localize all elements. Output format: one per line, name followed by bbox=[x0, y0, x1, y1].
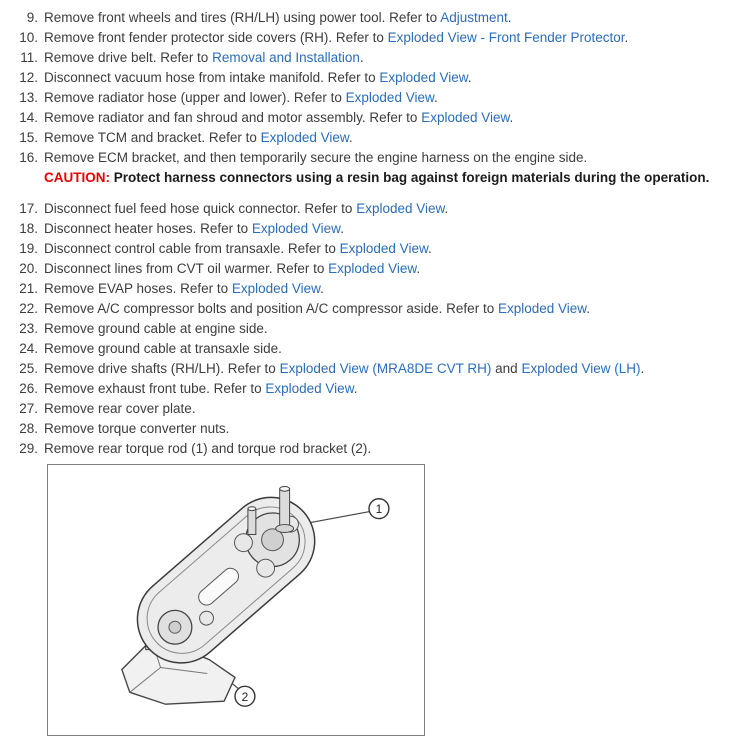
step-row bbox=[12, 148, 723, 168]
step-text-segment: . bbox=[340, 221, 344, 236]
step-number: 21. bbox=[19, 281, 38, 296]
step-text bbox=[44, 108, 513, 128]
inline-link[interactable]: Exploded View bbox=[328, 261, 417, 276]
step-row bbox=[12, 399, 723, 419]
step-text-segment: Remove front fender protector side covers (RH). Refer to bbox=[44, 30, 388, 45]
step-text-segment: Disconnect lines from CVT oil warmer. Refer to bbox=[44, 261, 329, 276]
step-text bbox=[44, 259, 420, 279]
inline-link[interactable]: Exploded View - Front Fender Protector bbox=[387, 30, 625, 45]
step-text-segment: . bbox=[640, 361, 645, 376]
torque-rod-diagram bbox=[48, 465, 424, 735]
step-text bbox=[44, 439, 371, 459]
step-row bbox=[12, 259, 723, 279]
step-text-segment: Remove drive shafts (RH/LH). Refer to bbox=[44, 361, 280, 376]
step-text-segment: Remove rear cover plate. bbox=[44, 401, 196, 416]
step-row bbox=[12, 28, 723, 48]
inline-link[interactable]: Exploded View bbox=[356, 201, 445, 216]
step-text-segment: and bbox=[491, 361, 522, 376]
step-text-segment: . bbox=[624, 30, 629, 45]
step-text-segment: Disconnect fuel feed hose quick connector. Refer to bbox=[44, 201, 357, 216]
step-text bbox=[44, 319, 268, 339]
step-text bbox=[44, 299, 590, 319]
inline-link[interactable]: Exploded View bbox=[497, 301, 587, 316]
step-text-segment: . bbox=[433, 90, 438, 105]
step-row bbox=[12, 199, 723, 219]
step-text-segment: . bbox=[427, 241, 432, 256]
step-row bbox=[12, 379, 723, 399]
step-number: 24. bbox=[19, 341, 38, 356]
step-number: 28. bbox=[19, 421, 38, 436]
inline-link[interactable]: Exploded View bbox=[379, 70, 468, 85]
step-row bbox=[12, 299, 723, 319]
step-number: 17. bbox=[19, 201, 38, 216]
step-number: 27. bbox=[19, 401, 38, 416]
step-number: 13. bbox=[19, 90, 38, 105]
step-text bbox=[44, 219, 344, 239]
step-text-segment: Disconnect vacuum hose from intake manifold. Refer to bbox=[44, 70, 380, 85]
step-row bbox=[12, 88, 723, 108]
inline-link[interactable]: Exploded View bbox=[339, 241, 428, 256]
step-number: 20. bbox=[19, 261, 38, 276]
step-text bbox=[44, 199, 448, 219]
step-text-segment: . bbox=[353, 381, 358, 396]
step-number: 18. bbox=[19, 221, 38, 236]
callout-1-number: 1 bbox=[375, 502, 383, 517]
step-row bbox=[12, 279, 723, 299]
torque-rod-body bbox=[120, 479, 333, 680]
step-text bbox=[44, 128, 353, 148]
step-row bbox=[12, 219, 723, 239]
step-text bbox=[44, 339, 282, 359]
inline-link[interactable]: Exploded View bbox=[231, 281, 321, 296]
inline-link[interactable]: Exploded View bbox=[265, 381, 354, 396]
step-text bbox=[44, 399, 196, 419]
step-number: 15. bbox=[19, 130, 38, 145]
step-text-segment: Disconnect control cable from transaxle. Refer to bbox=[44, 241, 340, 256]
step-text-segment: Remove drive belt. Refer to bbox=[44, 50, 213, 65]
step-text-segment: Remove ground cable at transaxle side. bbox=[44, 341, 282, 356]
step-text-segment: Remove ground cable at engine side. bbox=[44, 321, 268, 336]
inline-link[interactable]: Exploded View (MRA8DE CVT RH) bbox=[279, 361, 492, 376]
inline-link[interactable]: Exploded View bbox=[345, 90, 434, 105]
step-number: 16. bbox=[19, 150, 38, 165]
step-text-segment: Remove rear torque rod (1) and torque rod bracket (2). bbox=[44, 441, 372, 456]
step-row bbox=[12, 68, 723, 88]
step-number: 9. bbox=[26, 10, 38, 25]
step-row bbox=[12, 339, 723, 359]
step-text bbox=[44, 28, 628, 48]
step-text-segment: Remove ECM bracket, and then temporarily secure the engine harness on the engine side. bbox=[44, 150, 588, 165]
inline-link[interactable]: Adjustment bbox=[440, 10, 508, 25]
procedure-steps bbox=[12, 8, 723, 459]
step-text-segment: Remove EVAP hoses. Refer to bbox=[44, 281, 232, 296]
step-text bbox=[44, 88, 438, 108]
step-number: 12. bbox=[19, 70, 38, 85]
step-text bbox=[44, 148, 587, 168]
step-text-segment: Remove exhaust front tube. Refer to bbox=[44, 381, 266, 396]
step-row bbox=[12, 8, 723, 28]
step-number: 10. bbox=[19, 30, 38, 45]
step-text-segment: Remove front wheels and tires (RH/LH) using power tool. Refer to bbox=[44, 10, 441, 25]
caution-text: Protect harness connectors using a resin bag against foreign materials during the operation. bbox=[110, 170, 710, 185]
step-row bbox=[12, 359, 723, 379]
callout-1 bbox=[369, 499, 389, 519]
step-number: 25. bbox=[19, 361, 38, 376]
callout-2 bbox=[235, 686, 255, 706]
step-text bbox=[44, 379, 357, 399]
inline-link[interactable]: Exploded View bbox=[251, 221, 341, 236]
step-row bbox=[12, 239, 723, 259]
step-text-segment: . bbox=[444, 201, 449, 216]
step-text-segment: . bbox=[509, 110, 514, 125]
step-text-segment: Remove radiator hose (upper and lower). Refer to bbox=[44, 90, 346, 105]
step-text-segment: . bbox=[348, 130, 353, 145]
inline-link[interactable]: Removal and Installation bbox=[212, 50, 360, 65]
step-text bbox=[44, 359, 644, 379]
step-number: 22. bbox=[19, 301, 38, 316]
caution-note bbox=[44, 168, 723, 188]
step-text bbox=[44, 68, 472, 88]
step-text-segment: Remove A/C compressor bolts and position A/C compressor aside. Refer to bbox=[44, 301, 498, 316]
step-text bbox=[44, 8, 512, 28]
callout-2-number: 2 bbox=[241, 689, 249, 704]
step-text-segment: Remove torque converter nuts. bbox=[44, 421, 230, 436]
step-text bbox=[44, 419, 229, 439]
inline-link[interactable]: Exploded View (LH) bbox=[521, 361, 641, 376]
step-number: 19. bbox=[19, 241, 38, 256]
step-text-segment: . bbox=[359, 50, 364, 65]
step-text bbox=[44, 239, 432, 259]
step-row bbox=[12, 439, 723, 459]
step-number: 11. bbox=[20, 50, 38, 65]
step-text-segment: Remove radiator and fan shroud and motor assembly. Refer to bbox=[44, 110, 422, 125]
step-text-segment: . bbox=[467, 70, 472, 85]
step-text-segment: . bbox=[586, 301, 591, 316]
step-text-segment: . bbox=[416, 261, 421, 276]
caution-label: CAUTION: bbox=[44, 170, 110, 185]
step-text bbox=[44, 48, 364, 68]
step-text-segment: Disconnect heater hoses. Refer to bbox=[44, 221, 252, 236]
step-text bbox=[44, 279, 324, 299]
step-text-segment: Remove TCM and bracket. Refer to bbox=[44, 130, 261, 145]
step-row bbox=[12, 128, 723, 148]
step-row bbox=[12, 419, 723, 439]
inline-link[interactable]: Exploded View bbox=[260, 130, 349, 145]
step-row bbox=[12, 108, 723, 128]
step-number: 26. bbox=[19, 381, 38, 396]
step-text-segment: . bbox=[507, 10, 512, 25]
step-number: 14. bbox=[19, 110, 38, 125]
figure-box bbox=[47, 464, 425, 736]
step-row bbox=[12, 48, 723, 68]
step-row bbox=[12, 319, 723, 339]
step-text-segment: . bbox=[320, 281, 324, 296]
inline-link[interactable]: Exploded View bbox=[421, 110, 510, 125]
step-number: 29. bbox=[19, 441, 38, 456]
step-number: 23. bbox=[19, 321, 38, 336]
